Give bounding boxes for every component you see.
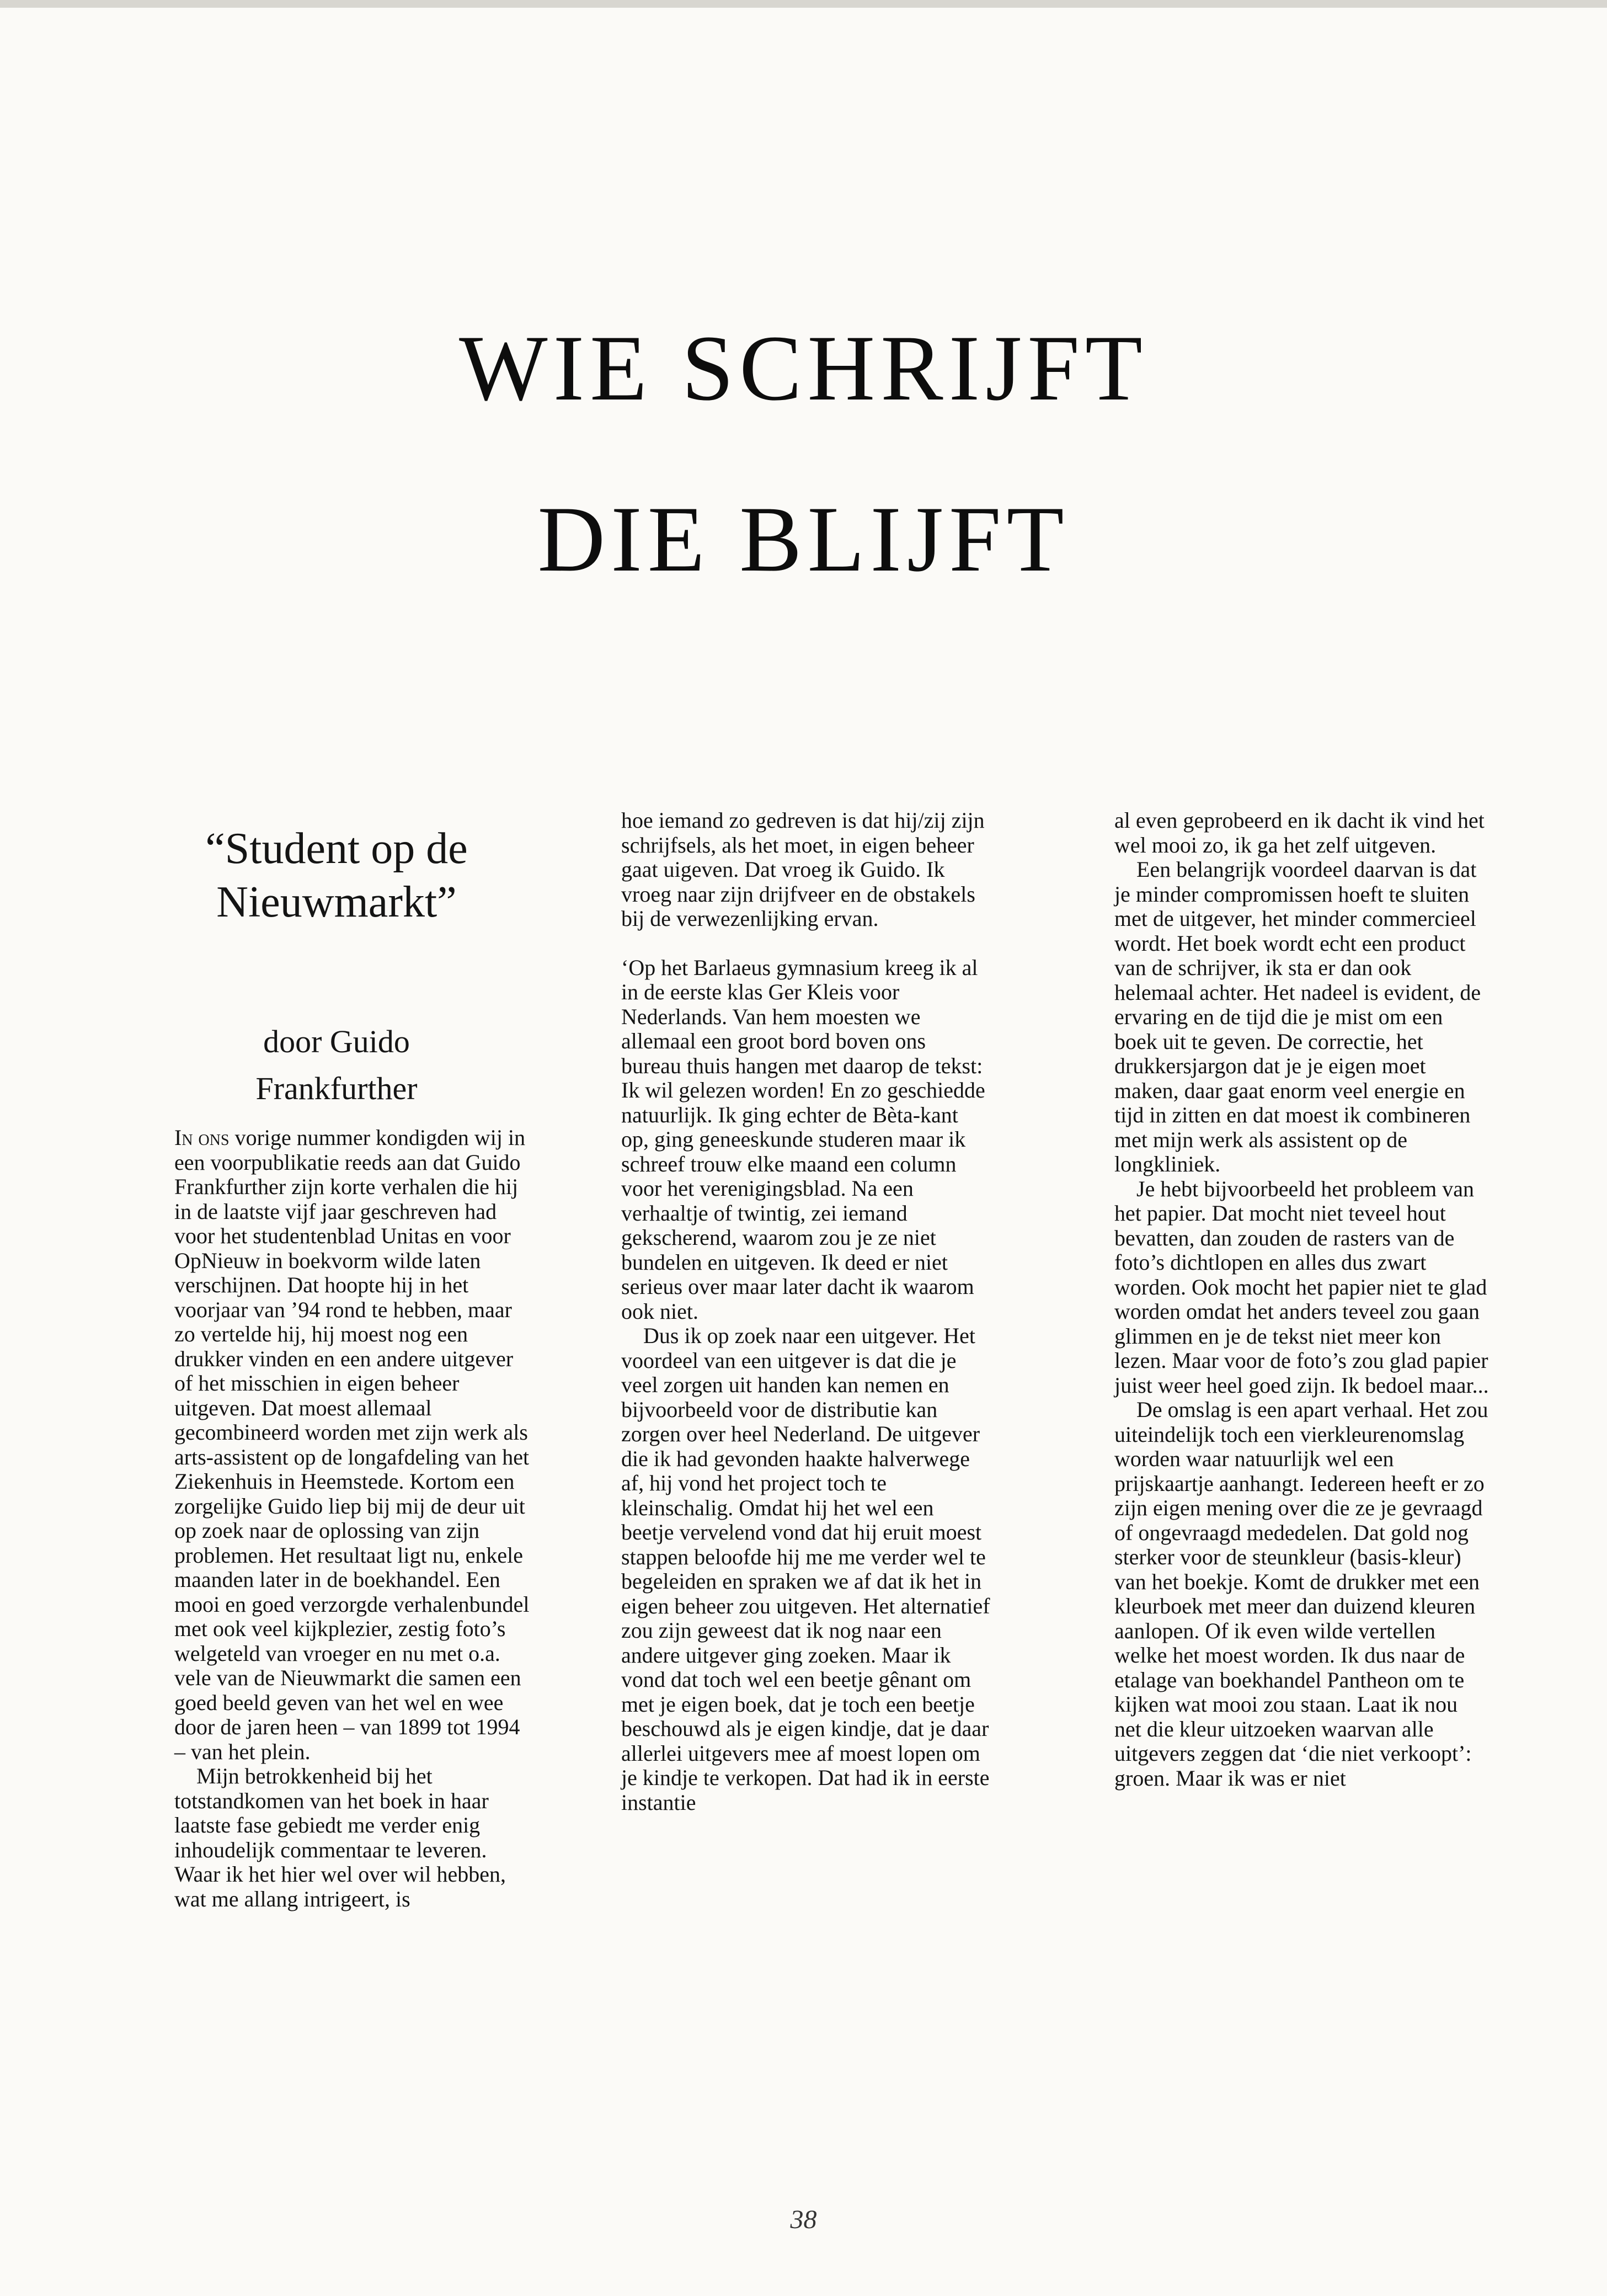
title-line-1: WIE SCHRIJFT	[459, 316, 1148, 420]
paragraph-text: vorige nummer kondigden wij in een voorpublikatie reeds aan dat Guido Frankfurther zijn korte verhalen die hij in de laatste vijf jaar geschreven had voor het studentenblad Unitas en voor OpNieuw in boekvorm wilde laten verschijnen. Dat hoopte hij in het voorjaar van ’94 rond te hebben, maar zo vertelde hij, hij moest nog een drukker vinden en een andere uitgever of het misschien in eigen beheer uitgeven. Dat moest allemaal gecombineerd worden met zijn werk als arts-assistent op de longafdeling van het Ziekenhuis in Heemstede. Kortom een zorgelijke Guido liep bij mij de deur uit op zoek naar de oplossing van zijn problemen. Het resultaat ligt nu, enkele maanden later in de boekhandel. Een mooi en goed verzorgde verhalenbundel met ook veel kijkplezier, zestig foto’s welgeteld van vroeger en nu met o.a. vele van de Nieuwmarkt die samen een goed beeld geven van het wel en wee door de jaren heen – van 1899 tot 1994 – van het plein.	[174, 1125, 530, 1764]
subtitle: “Student op de Nieuwmarkt”	[205, 824, 468, 926]
byline-prefix: door Guido	[263, 1024, 410, 1059]
paragraph: ‘Op het Barlaeus gymnasium kreeg ik al in de eerste klas Ger Kleis voor Nederlands. Van hem moesten we allemaal een groot bord boven ons bureau thuis hangen met daarop de tekst: Ik wil gelezen worden! En zo geschiedde natuurlijk. Ik ging echter de Bèta-kant op, ging geneeskunde studeren maar ik schreef trouw elke maand een column voor het verenigingsblad. Na een verhaaltje of twintig, zei iemand gekscherend, waarom zou je ze niet bundelen en uitgeven. Ik deed er niet serieus over maar later dacht ik waarom ook niet.	[621, 955, 985, 1324]
page-number: 38	[790, 2205, 817, 2234]
byline	[182, 1018, 491, 1112]
paragraph: hoe iemand zo gedreven is dat hij/zij zijn schrijfsels, als het moet, in eigen beheer gaat uigeven. Dat vroeg ik Guido. Ik vroeg naar zijn drijfveer en de obstakels bij de verwezenlijking ervan.	[621, 808, 985, 931]
lead-in: In ons	[174, 1125, 229, 1150]
paragraph: Mijn betrokkenheid bij het totstandkomen van het boek in haar laatste fase gebiedt me verder enig inhoudelijk commentaar te leveren. Waar ik het hier wel over wil hebben, wat me allang intrigeert, is	[174, 1764, 506, 1911]
byline-author: Frankfurther	[255, 1070, 418, 1106]
title-line-2: DIE BLIJFT	[537, 487, 1070, 591]
paragraph: De omslag is een apart verhaal. Het zou uiteindelijk toch een vierkleurenomslag worden waar natuurlijk wel een prijskaartje aanhangt. Iedereen heeft er zo zijn eigen mening over die ze je gevraagd of ongevraagd mededelen. Dat gold nog sterker voor de steunkleur (basis-kleur) van het boekje. Komt de drukker met een kleurboek met meer dan duizend kleuren aanlopen. Of ik even wilde vertellen welke het moest worden. Ik dus naar de etalage van boekhandel Pantheon om te kijken wat mooi zou staan. Laat ik nou net die kleur uitzoeken waarvan alle uitgevers zeggen dat ‘die niet verkoopt’: groen. Maar ik was er niet	[1114, 1397, 1488, 1791]
paragraph: Een belangrijk voordeel daarvan is dat je minder compromissen hoeft te sluiten met de uitgever, het minder commercieel wordt. Het boek wordt echt een product van de schrijver, ik sta er dan ook helemaal achter. Het nadeel is evident, de ervaring en de tijd die je mist om een boek uit te geven. De correctie, het drukkersjargon dat je je eigen moet maken, daar gaat enorm veel energie en tijd in zitten en dat moest ik combineren met mijn werk als assistent op de longkliniek.	[1114, 857, 1481, 1176]
paragraph	[174, 1126, 533, 1764]
page-edge	[0, 0, 1607, 8]
paragraph: Dus ik op zoek naar een uitgever. Het voordeel van een uitgever is dat die je veel zorgen uit handen kan nemen en bijvoorbeeld voor de distributie kan zorgen over heel Nederland. De uitgever die ik had gevonden haakte halverwege af, hij vond het project toch te kleinschalig. Omdat hij het wel een beetje vervelend vond dat hij eruit moest stappen beloofde hij me me verder wel te begeleiden en spraken we af dat ik het in eigen beheer zou uitgeven. Het alternatief zou zijn geweest dat ik nog naar een andere uitgever ging zoeken. Maar ik vond dat toch wel een beetje gênant om met je eigen boek, dat je toch een beetje beschouwd als je eigen kindje, dat je daar allerlei uitgevers mee af moest lopen om je kindje te verkopen. Dat had ik in eerste instantie	[621, 1323, 990, 1815]
paragraph: Je hebt bijvoorbeeld het probleem van het papier. Dat mocht niet teveel hout bevatten, dan zouden de rasters van de foto’s dichtlopen en alles dus zwart worden. Ook mocht het papier niet te glad worden omdat het anders teveel zou gaan glimmen en je de tekst niet meer kon lezen. Maar voor de foto’s zou glad papier juist weer heel goed zijn. Ik bedoel maar...	[1114, 1176, 1489, 1398]
paragraph: al even geprobeerd en ik dacht ik vind het wel mooi zo, ik ga het zelf uitgeven.	[1114, 808, 1485, 857]
article-column-2	[621, 808, 991, 1815]
article-column-1	[174, 1126, 533, 1911]
article-column-3	[1114, 808, 1489, 1791]
